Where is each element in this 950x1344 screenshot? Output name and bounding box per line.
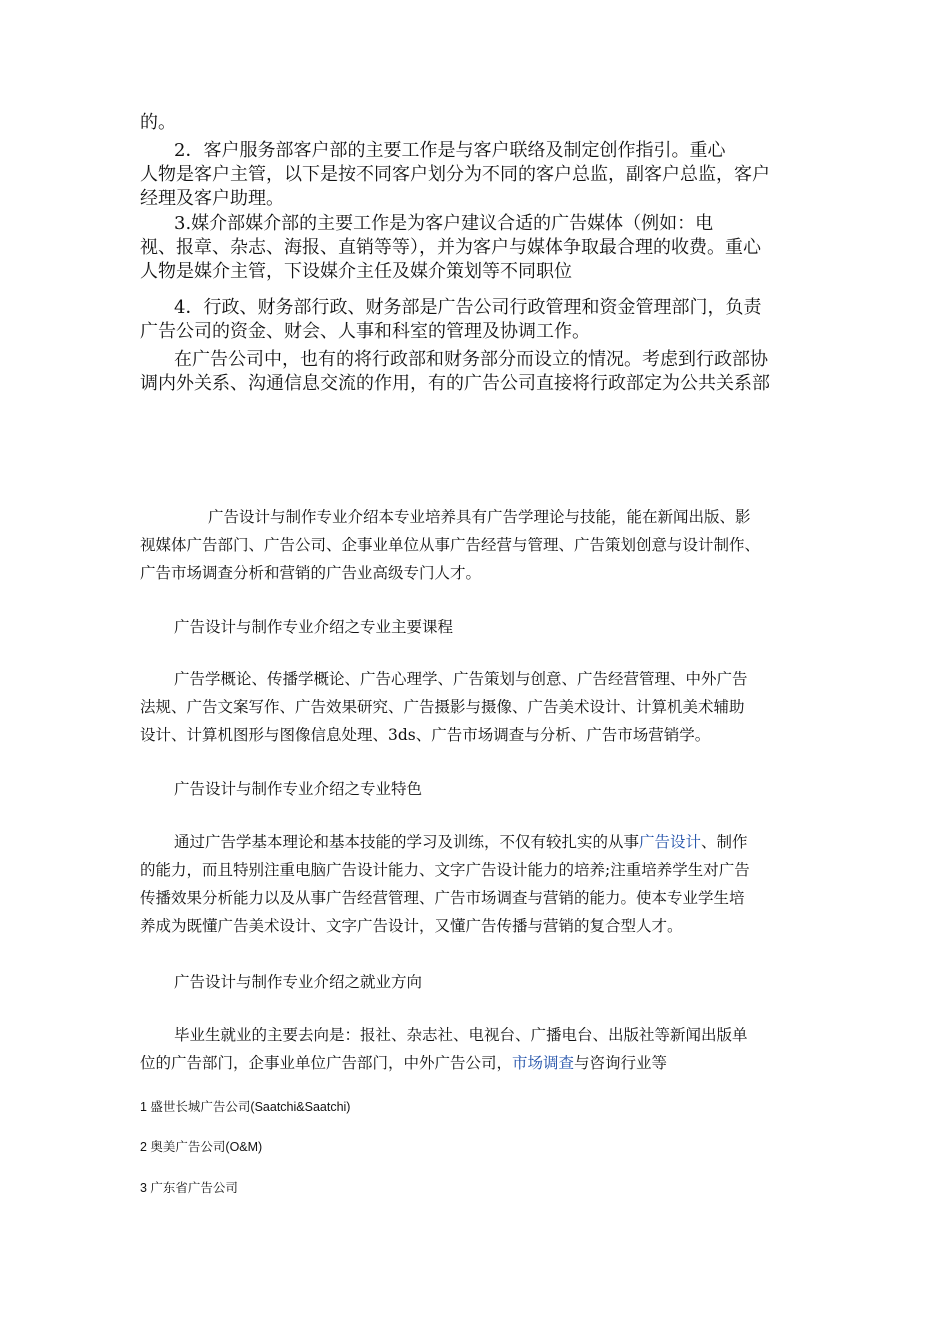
features-paragraph: 通过广告学基本理论和基本技能的学习及训练，不仅有较扎实的从事广告设计、制作 的能力，而且特别注重电脑广告设计能力、文字广告设计能力的培养;注重培养学生对广告 传播效果分析能力以及从事广告经营管理、广告市场调查与营销的能力。使本专业学生培 养成为既懂广告美术设计、文字广告设计，又懂广告传播与营销的复合型人才。 xyxy=(140,833,750,935)
employment-paragraph: 毕业生就业的主要去向是：报社、杂志社、电视台、广播电台、出版社等新闻出版单 位的广告部门，企事业单位广告部门，中外广告公司，市场调查与咨询行业等 xyxy=(140,1026,748,1072)
link-market-research[interactable]: 市场调查 xyxy=(512,1054,575,1072)
item-client-services: 2．客户服务部客户部的主要工作是与客户联络及制定创作指引。重心 人物是客户主管，以下是按不同客户划分为不同的客户总监，副客户总监，客户 经理及客户助理。 xyxy=(140,140,770,209)
link-ad-design[interactable]: 广告设计 xyxy=(639,833,702,851)
fragment-end: 的。 xyxy=(140,112,176,133)
item-admin-finance: 4．行政、财务部行政、财务部是广告公司行政管理和资金管理部门，负责 广告公司的资金、财会、人事和科室的管理及协调工作。 xyxy=(140,297,762,342)
heading-employment: 广告设计与制作专业介绍之就业方向 xyxy=(174,973,423,991)
item-media-department: 3.媒介部媒介部的主要工作是为客户建议合适的广告媒体（例如：电 视、报章、杂志、海报、直销等等），并为客户与媒体争取最合理的收费。重心 人物是媒介主管，下设媒介主任及媒介策划等不同职位 xyxy=(140,213,761,282)
courses-paragraph: 广告学概论、传播学概论、广告心理学、广告策划与创意、广告经营管理、中外广告 法规、广告文案写作、广告效果研究、广告摄影与摄像、广告美术设计、计算机美术辅助 设计、计算机图形与图像信息处理、3ds、广告市场调查与分析、广告市场营销学。 xyxy=(140,670,748,744)
major-intro-paragraph: 广告设计与制作专业介绍本专业培养具有广告学理论与技能，能在新闻出版、影 视媒体广告部门、广告公司、企事业单位从事广告经营与管理、广告策划创意与设计制作、 广告市场调查分析和营销的广告业高级专门人才。 xyxy=(140,508,761,582)
company-list-item: 1 盛世长城广告公司(Saatchi&Saatchi) xyxy=(140,1100,351,1114)
heading-main-courses: 广告设计与制作专业介绍之专业主要课程 xyxy=(174,618,454,636)
company-list-item: 2 奥美广告公司(O&M) xyxy=(140,1140,263,1154)
paragraph-admin-pr: 在广告公司中，也有的将行政部和财务部分而设立的情况。考虑到行政部协 调内外关系、沟通信息交流的作用，有的广告公司直接将行政部定为公共关系部 xyxy=(140,349,770,394)
company-list-item: 3 广东省广告公司 xyxy=(140,1181,238,1195)
heading-features: 广告设计与制作专业介绍之专业特色 xyxy=(174,780,423,798)
